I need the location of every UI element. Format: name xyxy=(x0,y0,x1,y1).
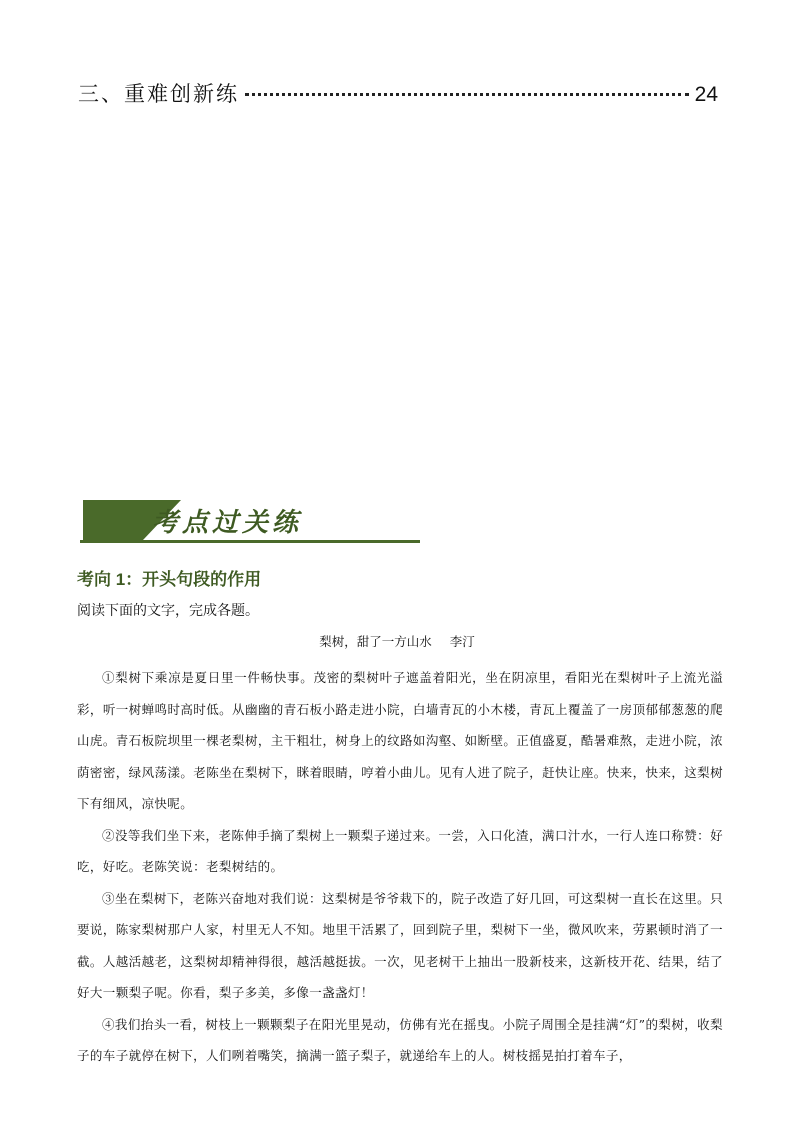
section-title: 考点过关练 xyxy=(152,508,303,538)
toc-leader-dots xyxy=(245,93,689,96)
passage-paragraph-1: ①梨树下乘凉是夏日里一件畅快事。茂密的梨树叶子遮盖着阳光，坐在阴凉里，看阳光在梨树叶子上流光溢彩，听一树蝉鸣时高时低。从幽幽的青石板小路走进小院，白墙青瓦的小木楼，青瓦上覆盖了一房顶郁郁葱葱的爬山虎。青石板院坝里一棵老梨树，主干粗壮，树身上的纹路如沟壑、如断壁。正值盛夏，酷暑难熬，走进小院，浓荫密密，绿风荡漾。老陈坐在梨树下，眯着眼睛，哼着小曲儿。见有人进了院子，赶快让座。快来，快来，这梨树下有细风，凉快呢。 xyxy=(77,670,723,811)
section-header xyxy=(80,500,420,544)
topic-title: 考向 1：开头句段的作用 xyxy=(77,570,262,589)
section-header-bar xyxy=(83,500,143,540)
toc-entry[interactable] xyxy=(78,78,718,108)
instruction-text: 阅读下面的文字，完成各题。 xyxy=(77,602,259,618)
passage-paragraph-4: ④我们抬头一看，树枝上一颗颗梨子在阳光里晃动，仿佛有光在摇曳。小院子周围全是挂满“灯”的梨树，收梨子的车子就停在树下，人们咧着嘴笑，摘满一篮子梨子，就递给车上的人。树枝摇晃拍打着车子， xyxy=(77,1016,723,1063)
passage-author: 李汀 xyxy=(449,634,475,649)
passage-title: 梨树，甜了一方山水 xyxy=(319,634,432,649)
passage-body xyxy=(77,662,723,1072)
toc-entry-page-number: 24 xyxy=(694,83,718,106)
passage-paragraph-3: ③坐在梨树下，老陈兴奋地对我们说：这梨树是爷爷栽下的，院子改造了好几回，可这梨树一直长在这里。只要说，陈家梨树那户人家，村里无人不知。地里干活累了，回到院子里，梨树下一坐，微风吹来，劳累顿时消了一截。人越活越老，这梨树却精神得很，越活越挺拔。一次，见老树干上抽出一股新枝来，这新枝开花、结果，结了好大一颗梨子呢。你看，梨子多美，多像一盏盏灯！ xyxy=(77,890,723,1000)
passage-heading xyxy=(0,632,794,650)
toc-entry-title: 三、重难创新练 xyxy=(78,82,239,106)
passage-paragraph-2: ②没等我们坐下来，老陈伸手摘了梨树上一颗梨子递过来。一尝，入口化渣，满口汁水，一行人连口称赞：好吃，好吃。老陈笑说：老梨树结的。 xyxy=(77,827,723,874)
section-header-rule xyxy=(80,540,420,543)
